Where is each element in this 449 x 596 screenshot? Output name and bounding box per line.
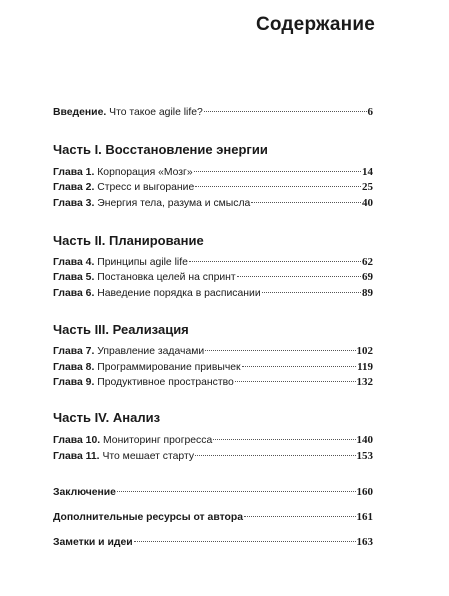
entry-prefix: Глава 1. [53, 167, 95, 178]
dot-leader [205, 350, 355, 351]
entry-title: Управление задачами [97, 346, 205, 357]
toc-entry-chapter-9[interactable] [53, 376, 373, 389]
entry-prefix: Введение. [53, 107, 107, 118]
entry-title: Дополнительные ресурсы от автора [53, 512, 243, 523]
dot-leader [195, 186, 361, 187]
toc-entry-chapter-11[interactable] [53, 450, 373, 463]
entry-title: Заключение [53, 487, 116, 498]
entry-page-number: 69 [362, 271, 373, 283]
entry-page-number: 25 [362, 181, 373, 193]
entry-title: Принципы agile life [97, 257, 188, 268]
dot-leader [262, 292, 361, 293]
entry-title: Энергия тела, разума и смысла [97, 198, 251, 209]
entry-title: Что такое agile life? [109, 107, 203, 118]
dot-leader [242, 366, 357, 367]
toc-entry-intro[interactable] [53, 106, 373, 119]
toc-entry-chapter-1[interactable] [53, 166, 373, 179]
entry-prefix: Глава 8. [53, 362, 95, 373]
dot-leader [204, 111, 367, 112]
entry-prefix: Глава 11. [53, 451, 100, 462]
dot-leader [194, 171, 361, 172]
entry-page-number: 40 [362, 197, 373, 209]
entry-prefix: Глава 5. [53, 272, 95, 283]
toc-entry-chapter-2[interactable] [53, 181, 373, 194]
toc-entry-chapter-10[interactable] [53, 434, 373, 447]
toc-entry-chapter-8[interactable] [53, 361, 373, 374]
dot-leader [189, 261, 361, 262]
toc-entry-notes[interactable] [53, 536, 373, 549]
part-heading: Часть I. Восстановление энергии [53, 142, 268, 157]
part-heading: Часть III. Реализация [53, 322, 189, 337]
entry-page-number: 62 [362, 256, 373, 268]
dot-leader [134, 541, 356, 542]
toc-entry-chapter-6[interactable] [53, 287, 373, 300]
dot-leader [195, 455, 355, 456]
dot-leader [244, 516, 356, 517]
entry-title: Стресс и выгорание [97, 182, 195, 193]
entry-prefix: Глава 9. [53, 377, 95, 388]
entry-page-number: 160 [356, 486, 373, 498]
entry-title: Мониторинг прогресса [103, 435, 213, 446]
entry-prefix: Глава 10. [53, 435, 101, 446]
entry-page-number: 161 [356, 511, 373, 523]
entry-title: Наведение порядка в расписании [97, 288, 261, 299]
entry-page-number: 14 [362, 166, 373, 178]
toc-entry-conclusion[interactable] [53, 486, 373, 499]
dot-leader [235, 381, 356, 382]
entry-page-number: 89 [362, 287, 373, 299]
entry-title: Программирование привычек [97, 362, 241, 373]
entry-prefix: Глава 7. [53, 346, 95, 357]
entry-page-number: 153 [356, 450, 373, 462]
part-heading: Часть IV. Анализ [53, 410, 161, 425]
toc-entry-chapter-5[interactable] [53, 271, 373, 284]
entry-page-number: 132 [356, 376, 373, 388]
entry-page-number: 119 [357, 361, 373, 373]
dot-leader [251, 202, 361, 203]
part-heading: Часть II. Планирование [53, 233, 204, 248]
toc-entry-chapter-4[interactable] [53, 256, 373, 269]
entry-title: Заметки и идеи [53, 537, 133, 548]
entry-page-number: 163 [356, 536, 373, 548]
entry-page-number: 6 [367, 106, 373, 118]
toc-entry-resources[interactable] [53, 511, 373, 524]
entry-prefix: Глава 6. [53, 288, 95, 299]
entry-title: Постановка целей на спринт [97, 272, 236, 283]
entry-page-number: 102 [356, 345, 373, 357]
entry-title: Что мешает старту [102, 451, 195, 462]
entry-prefix: Глава 4. [53, 257, 95, 268]
dot-leader [117, 491, 356, 492]
page-title: Содержание [255, 14, 375, 35]
entry-prefix: Глава 3. [53, 198, 95, 209]
dot-leader [237, 276, 361, 277]
entry-title: Продуктивное пространство [97, 377, 234, 388]
toc-entry-chapter-3[interactable] [53, 197, 373, 210]
entry-title: Корпорация «Мозг» [97, 167, 193, 178]
entry-prefix: Глава 2. [53, 182, 95, 193]
dot-leader [213, 439, 355, 440]
toc-entry-chapter-7[interactable] [53, 345, 373, 358]
entry-page-number: 140 [356, 434, 373, 446]
